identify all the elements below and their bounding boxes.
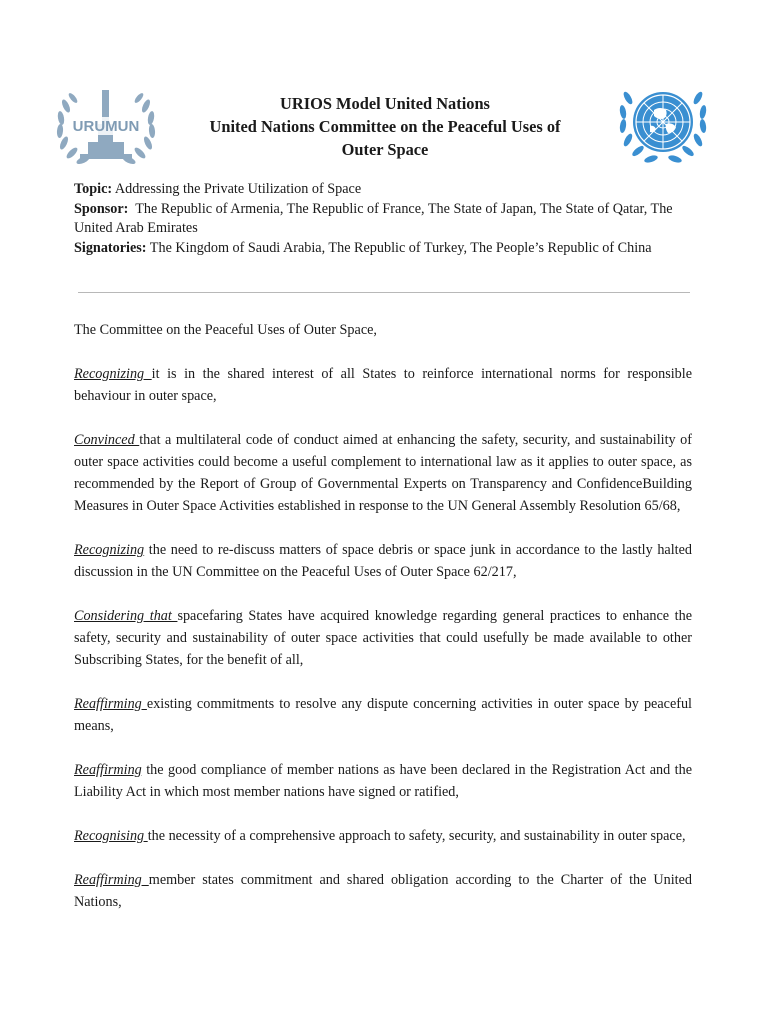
header-title-line2: United Nations Committee on the Peaceful Uses of — [209, 117, 561, 136]
clause-keyword: Recognising — [74, 828, 148, 844]
clause — [74, 869, 692, 913]
topic-label: Topic: — [74, 181, 113, 197]
clause — [74, 693, 692, 737]
topic-row — [74, 180, 694, 200]
clause — [74, 363, 692, 407]
clause-text: spacefaring States have acquired knowledge regarding general practices to enhance the safety, security and sustainability of outer space activities that could usefully be made available to other Subscribing States, for the benefit of all, — [74, 608, 692, 668]
clause-keyword: Reaffirming — [74, 696, 147, 712]
clause-text: the need to re-discuss matters of space debris or space junk in accordance to the lastly halted discussion in the UN Committee on the Peaceful Uses of Outer Space 62/217, — [74, 542, 692, 580]
clause-keyword: Recognizing — [74, 542, 145, 558]
clause — [74, 759, 692, 803]
urumun-laurel-logo — [52, 84, 160, 168]
clause-keyword: Convinced — [74, 432, 140, 448]
svg-text:URUMUN: URUMUN — [72, 118, 140, 135]
signatories-value: The Kingdom of Saudi Arabia, The Republic of Turkey, The People’s Republic of China — [146, 239, 652, 256]
header-title-line3: Outer Space — [341, 140, 429, 159]
clause — [74, 605, 692, 671]
clause-text: the good compliance of member nations as have been declared in the Registration Act and the Liability Act in which most member nations have signed or ratified, — [74, 762, 692, 800]
clause-keyword: Reaffirming — [74, 762, 142, 778]
signatories-label: Signatories: — [74, 239, 147, 256]
sponsor-value: The Republic of Armenia, The Republic of France, The State of Japan, The State of Qatar, The United Arab Emirates — [74, 200, 677, 236]
topic-value: Addressing the Private Utilization of Space — [112, 181, 362, 197]
clause-text: it is in the shared interest of all States to reinforce international norms for responsible behaviour in outer space, — [74, 366, 693, 404]
resolution-body — [74, 319, 692, 935]
sponsor-label: Sponsor: — [74, 200, 129, 217]
clause-text: existing commitments to resolve any dispute concerning activities in outer space by peaceful means, — [74, 696, 692, 734]
divider-line — [78, 292, 690, 293]
clause-keyword: Reaffirming — [74, 872, 149, 888]
signatories-row — [74, 239, 694, 259]
clause-keyword: Considering that — [74, 608, 178, 624]
clause-text: member states commitment and shared obligation according to the Charter of the United Nations, — [74, 872, 693, 910]
document-header — [170, 92, 600, 161]
header-title-line1: URIOS Model United Nations — [280, 94, 490, 113]
clause-keyword: Recognizing — [74, 366, 152, 382]
sponsor-row — [74, 200, 694, 239]
un-emblem-icon — [614, 80, 712, 170]
resolution-meta — [74, 180, 694, 258]
clause-text: that a multilateral code of conduct aimed at enhancing the safety, security, and sustainability of outer space activities could become a useful complement to international law as it applies to outer space, as recommended by the Report of Group of Governmental Experts on Transparency and ConfidenceBuilding Measures in Outer Space Activities established in response to the UN General Assembly Resolution 65/68, — [74, 432, 692, 514]
clause — [74, 429, 692, 517]
clause — [74, 539, 692, 583]
clause — [74, 825, 692, 847]
opening-line: The Committee on the Peaceful Uses of Outer Space, — [74, 322, 377, 338]
clause-text: the necessity of a comprehensive approach to safety, security, and sustainability in outer space, — [147, 828, 686, 844]
